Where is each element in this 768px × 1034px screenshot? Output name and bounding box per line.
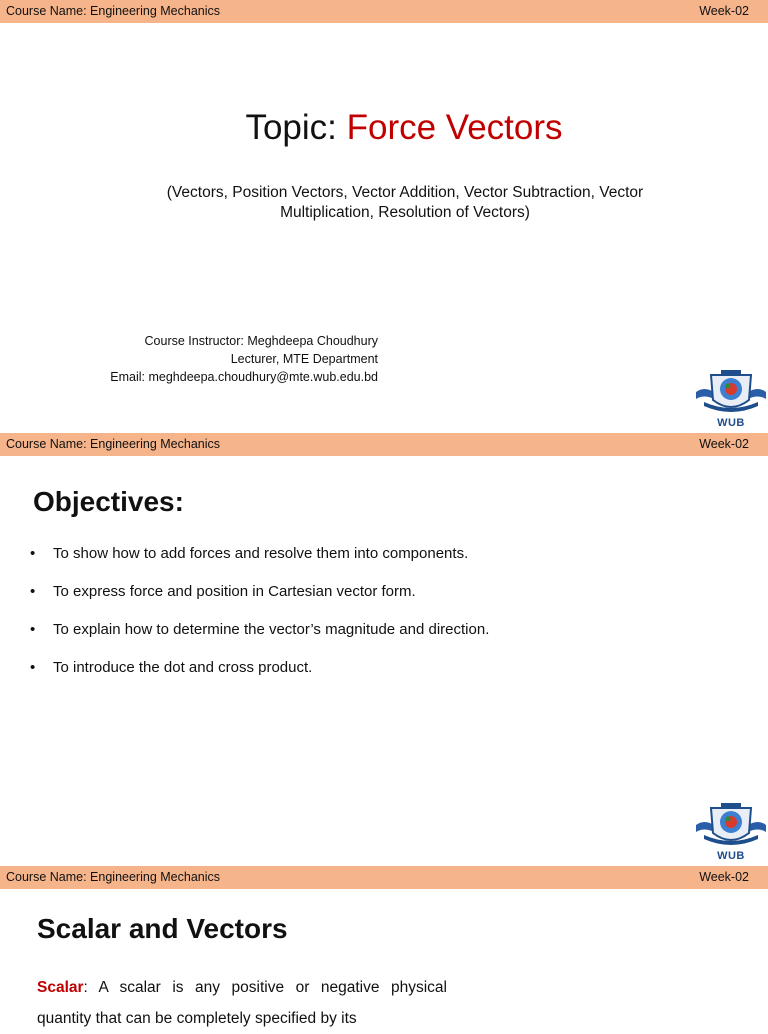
list-item [30, 545, 730, 583]
list-item [30, 621, 730, 659]
header-band [0, 866, 768, 889]
instructor-title: Lecturer, MTE Department [230, 352, 378, 366]
objective-text: To show how to add forces and resolve them into components. [53, 545, 469, 562]
crest-icon [694, 799, 768, 849]
logo-text: WUB [717, 417, 745, 429]
bullet-icon: • [30, 659, 36, 676]
week-label: Week-02 [699, 437, 749, 451]
course-name: Course Name: Engineering Mechanics [6, 870, 220, 884]
header-band [0, 433, 768, 456]
objective-text: To express force and position in Cartesian vector form. [53, 583, 416, 600]
title-accent: Force Vectors [346, 108, 563, 147]
university-logo [694, 366, 768, 428]
subtitle-line: Multiplication, Resolution of Vectors) [280, 204, 530, 221]
scalar-term: Scalar [37, 979, 84, 996]
objectives-heading: Objectives: [33, 486, 184, 517]
objective-text: To explain how to determine the vector’s magnitude and direction. [53, 621, 490, 638]
week-label: Week-02 [699, 870, 749, 884]
week-label: Week-02 [699, 4, 749, 18]
section-heading: Scalar and Vectors [37, 913, 288, 944]
list-item [30, 583, 730, 621]
bullet-icon: • [30, 545, 36, 562]
instructor-info [110, 332, 378, 386]
header-band [0, 0, 768, 23]
university-logo [694, 799, 768, 861]
course-name: Course Name: Engineering Mechanics [6, 4, 220, 18]
instructor-name: Course Instructor: Meghdeepa Choudhury [144, 334, 378, 348]
slide-subtitle [150, 183, 660, 223]
bullet-icon: • [30, 621, 36, 638]
instructor-email: Email: meghdeepa.choudhury@mte.wub.edu.bd [110, 370, 378, 384]
list-item [30, 659, 730, 697]
scalar-definition [37, 972, 447, 1034]
slide-title [0, 108, 768, 148]
crest-icon [694, 366, 768, 416]
scalar-text: : A scalar is any positive or negative physical quantity that can be completely specified by its [37, 979, 447, 1027]
course-name: Course Name: Engineering Mechanics [6, 437, 220, 451]
logo-text: WUB [717, 850, 745, 862]
objectives-list [30, 545, 730, 697]
title-prefix: Topic: [245, 108, 347, 147]
subtitle-line: (Vectors, Position Vectors, Vector Addition, Vector Subtraction, Vector [166, 184, 644, 201]
bullet-icon: • [30, 583, 36, 600]
objective-text: To introduce the dot and cross product. [53, 659, 313, 676]
